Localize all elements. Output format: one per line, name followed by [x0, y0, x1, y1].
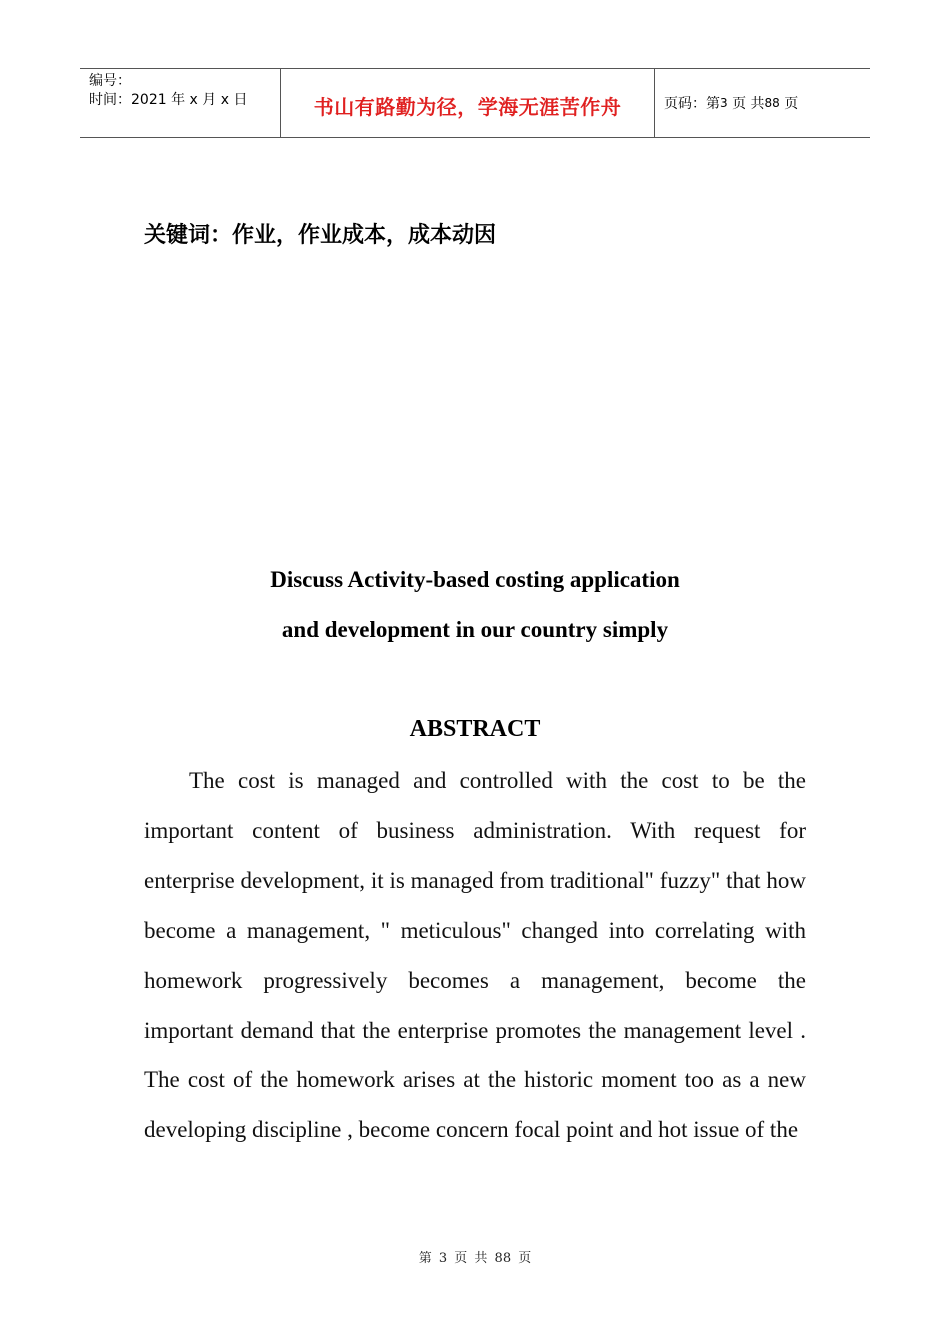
time-year-unit: 年 — [171, 92, 186, 108]
page-label-mid: 页 共 — [732, 96, 765, 112]
title-line-2: and development in our country simply — [281, 617, 669, 642]
title-line-1: Discuss Activity-based costing application — [270, 567, 680, 592]
keywords-value: 作业，作业成本，成本动因 — [232, 223, 497, 248]
time-month-unit: 月 — [202, 92, 217, 108]
time-day-value: x — [220, 92, 230, 108]
motto-text: 书山有路勤为径，学海无涯苦作舟 — [313, 94, 622, 119]
abstract-heading: ABSTRACT — [409, 716, 541, 742]
document-header — [80, 68, 870, 138]
page-label-suffix: 页 — [784, 96, 799, 112]
keywords-line — [144, 218, 496, 249]
page-footer: 第 3 页 共 88 页 — [418, 1251, 532, 1266]
header-motto-cell — [281, 69, 655, 137]
time-year: 2021 — [131, 92, 167, 108]
serial-label: 编号： — [89, 73, 131, 89]
keywords-label: 关键词： — [144, 223, 233, 248]
page-label-prefix: 页码：第 — [664, 96, 720, 112]
header-page-cell — [655, 69, 870, 137]
page-total: 88 — [764, 96, 780, 110]
header-meta-cell — [80, 69, 281, 137]
time-label: 时间： — [89, 92, 131, 108]
time-line — [89, 91, 280, 110]
time-day-unit: 日 — [233, 92, 248, 108]
page-current: 3 — [720, 96, 728, 110]
time-month-value: x — [189, 92, 198, 108]
abstract-body: The cost is managed and controlled with the cost to be the important content of business administration. With request for enterprise development, it is managed from traditional" fuzzy" that how become a management, " meticulous" changed into correlating with homework progressively becomes a management, become the important demand that the enterprise promotes the management level . The cost of the homework arises at the historic moment too as a new developing discipline , become concern focal point and hot issue of the — [144, 768, 806, 1143]
